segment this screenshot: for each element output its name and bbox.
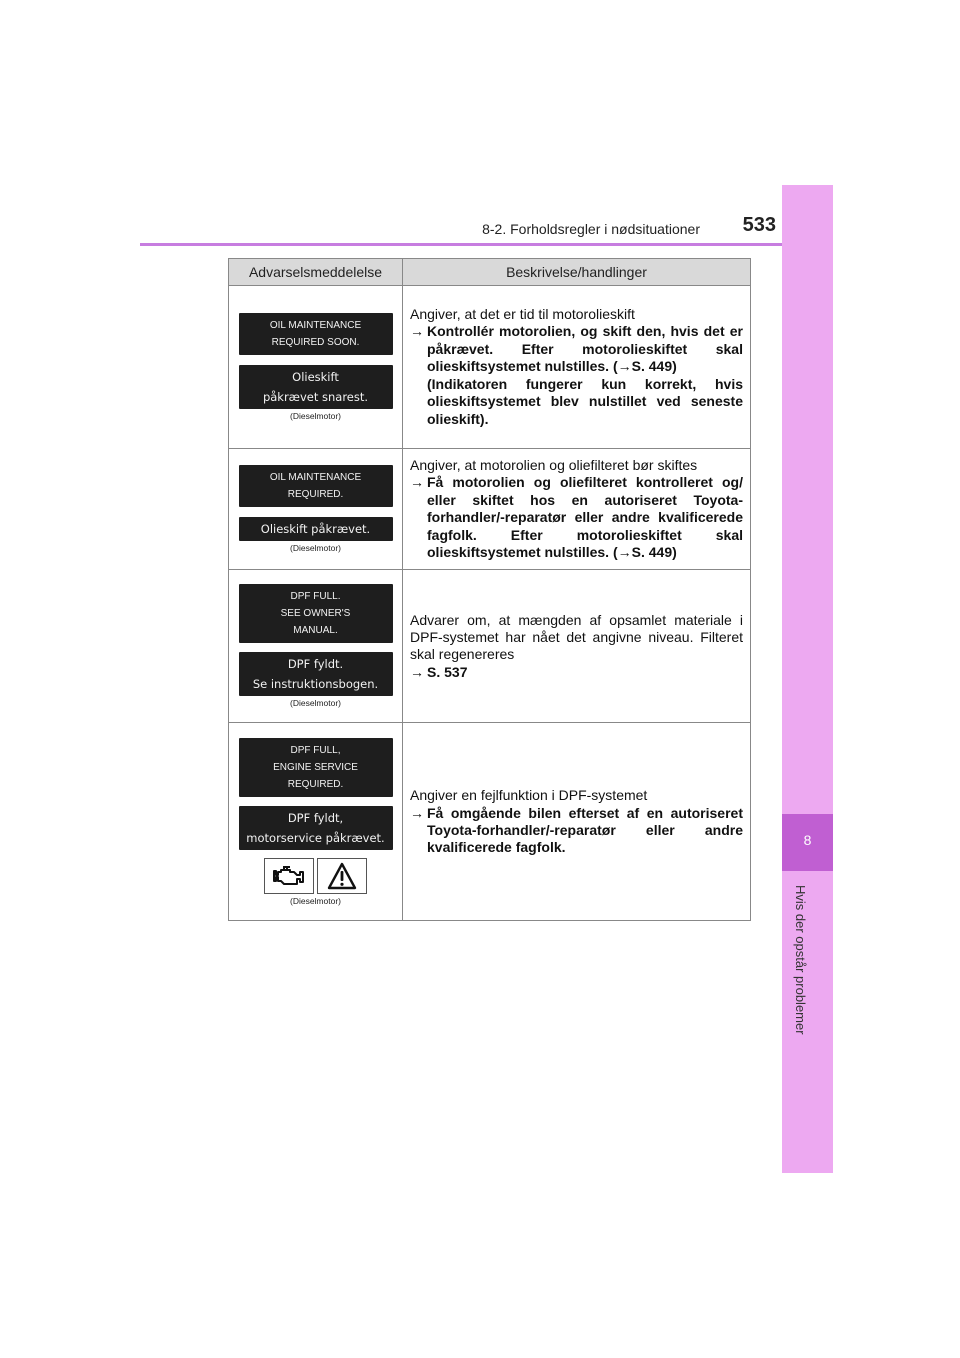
action-item <box>410 323 743 427</box>
action-item <box>410 805 743 857</box>
display-line: Se instruktionsbogen. <box>252 677 379 692</box>
display-line: DPF fyldt, <box>287 810 344 825</box>
column-header-message: Advarselsmeddelelse <box>229 259 403 286</box>
message-cell <box>229 570 403 723</box>
description-intro: Angiver, at motorolien og oliefilteret bør skiftes <box>410 457 698 473</box>
page-reference-link[interactable]: S. 449) <box>631 358 677 375</box>
message-cell <box>229 449 403 570</box>
action-item <box>410 474 743 561</box>
action-note: (Indikatoren fungerer kun korrekt, hvis olieskiftsystemet blev nulstillet ved seneste olieskift). <box>427 375 743 427</box>
action-text: Få omgående bilen efterset af en autoriseret Toyota-forhandler/-reparatør eller andre kvalificerede fagfolk. <box>427 804 743 856</box>
display-english <box>239 313 393 355</box>
display-line: OIL MAINTENANCE <box>269 472 362 484</box>
engine-caption: (Dieselmotor) <box>289 411 341 421</box>
display-line: REQUIRED SOON. <box>271 337 360 348</box>
description-cell <box>403 570 751 723</box>
display-danish <box>239 517 393 541</box>
display-line: ENGINE SERVICE <box>273 761 358 773</box>
table-row <box>229 286 751 449</box>
page-reference-link[interactable]: S. 449) <box>631 544 677 561</box>
chapter-side-tab <box>782 185 833 1173</box>
column-header-description: Beskrivelse/handlinger <box>403 259 751 286</box>
section-title: 8-2. Forholdsregler i nødsituationer <box>482 221 700 237</box>
display-english <box>239 584 393 643</box>
engine-caption: (Dieselmotor) <box>289 543 341 554</box>
table-row <box>229 449 751 570</box>
engine-caption: (Dieselmotor) <box>289 698 341 709</box>
warning-triangle-icon <box>317 858 367 894</box>
description-cell <box>403 723 751 921</box>
display-english <box>239 465 393 507</box>
indicator-icons <box>229 858 402 894</box>
description-cell <box>403 286 751 449</box>
action-text: Kontrollér motorolien, og skift den, hvis det er påkrævet. Efter motorolieskiftet skal olieskiftsystemet nulstilles. ( <box>427 323 743 375</box>
header-divider <box>140 243 833 246</box>
display-danish <box>239 365 393 409</box>
display-line: MANUAL. <box>293 625 338 637</box>
arrow-icon: → <box>410 663 424 680</box>
description-intro: Angiver en fejlfunktion i DPF-systemet <box>410 787 648 804</box>
action-text: Få motorolien og oliefilteret kontrolleret og/ eller skiftet hos en autoriseret Toyota-forhandler/-reparatør eller andre kvalificerede fagfolk. Efter motorolieskiftet skal olieskiftsystemet nulstilles. ( <box>427 474 743 561</box>
warning-message-table <box>228 258 751 921</box>
display-line: REQUIRED. <box>287 489 344 501</box>
page-number: 533 <box>742 214 776 236</box>
table-row <box>229 570 751 723</box>
display-line: DPF fyldt. <box>287 657 344 672</box>
display-line: Olieskift <box>292 370 339 384</box>
display-line: påkrævet snarest. <box>262 390 369 404</box>
arrow-icon: → <box>410 474 424 491</box>
description-cell <box>403 449 751 570</box>
message-cell <box>229 286 403 449</box>
page-reference-link[interactable]: S. 537 <box>427 663 468 680</box>
display-english <box>239 738 393 797</box>
display-line: DPF FULL. <box>290 591 341 603</box>
engine-caption: (Dieselmotor) <box>289 895 341 906</box>
message-cell <box>229 723 403 921</box>
reference-arrow: → <box>617 544 632 561</box>
display-danish <box>239 806 393 850</box>
display-line: Olieskift påkrævet. <box>260 522 371 537</box>
display-line: OIL MAINTENANCE <box>269 320 362 331</box>
action-item <box>410 664 743 681</box>
engine-check-icon <box>264 858 314 894</box>
display-danish <box>239 652 393 696</box>
display-line: motorservice påkrævet. <box>246 830 385 845</box>
description-intro: Advarer om, at mængden af opsamlet materiale i DPF-systemet har nået det angivne niveau. Filteret skal regenereres <box>410 611 743 663</box>
table-header-row <box>229 259 751 286</box>
display-line: SEE OWNER'S <box>280 608 351 620</box>
arrow-icon: → <box>410 323 424 340</box>
chapter-label: Hvis der opstår problemer <box>793 885 808 1035</box>
table-row <box>229 723 751 921</box>
reference-arrow: → <box>617 358 632 375</box>
display-line: REQUIRED. <box>287 778 344 790</box>
description-intro: Angiver, at det er tid til motorolieskift <box>410 306 635 323</box>
display-line: DPF FULL, <box>290 744 341 756</box>
chapter-number: 8 <box>803 832 812 848</box>
arrow-icon: → <box>410 804 424 821</box>
